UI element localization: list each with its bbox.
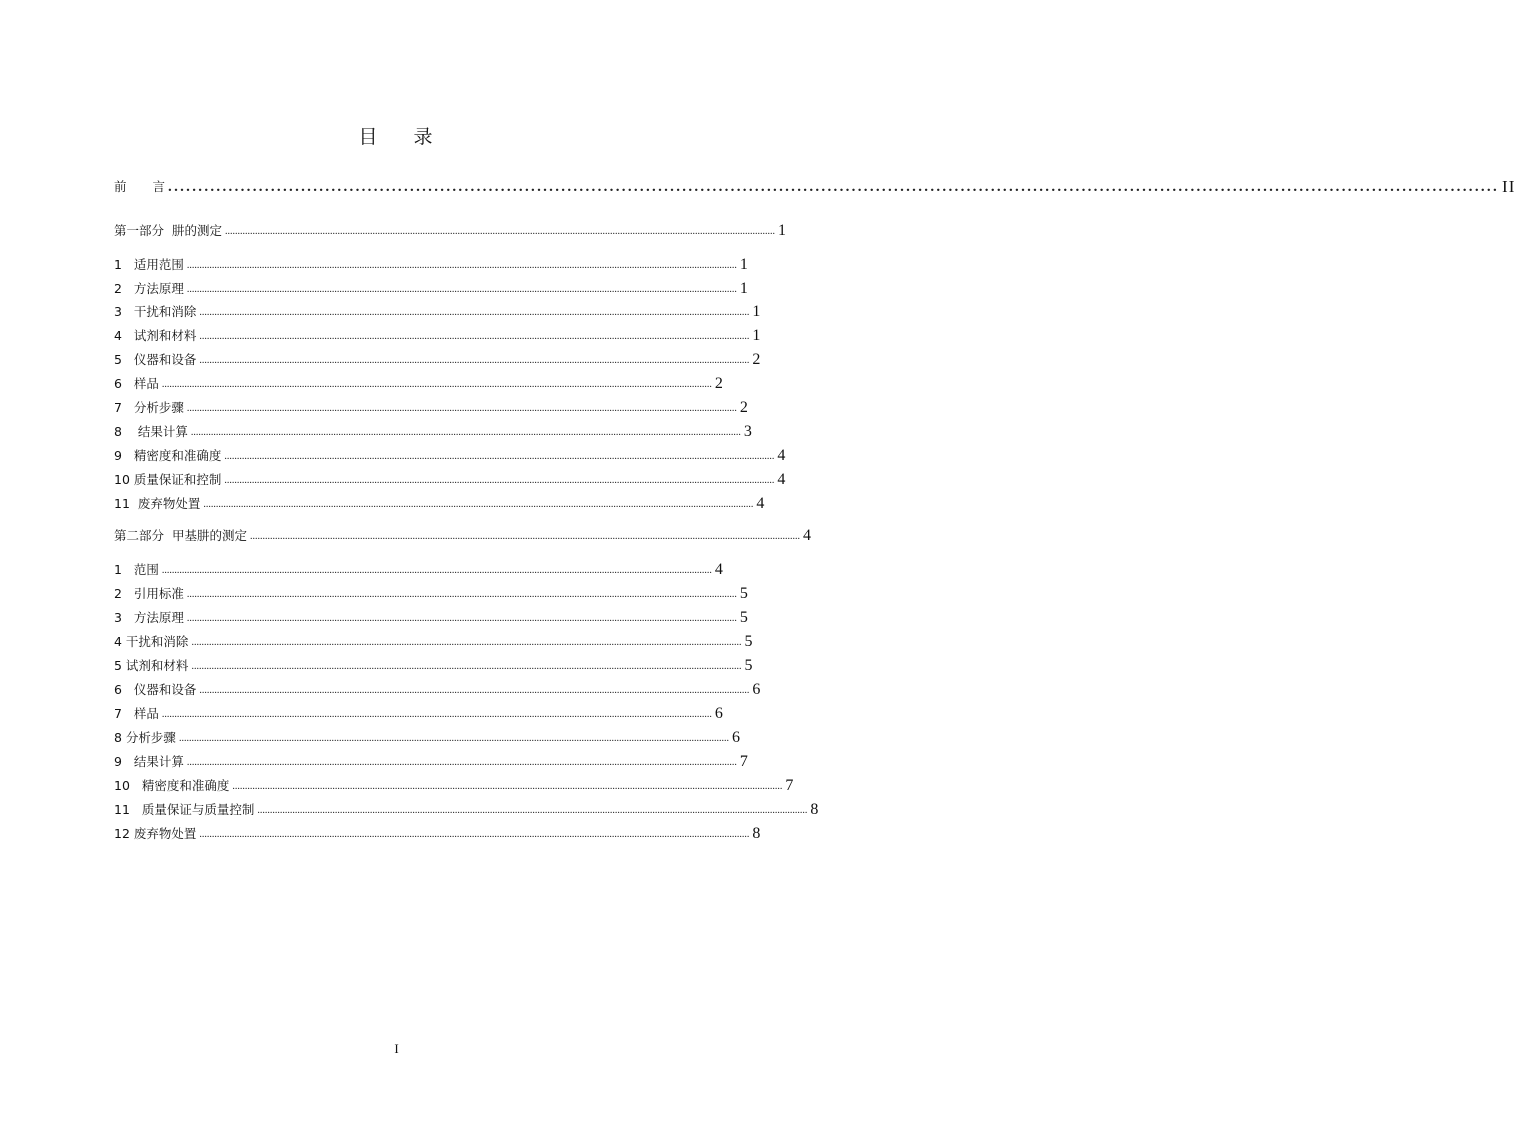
toc-leader-dots: ............................................................................................................................................................................................................................	[203, 499, 754, 510]
toc-entry[interactable]	[114, 325, 761, 345]
toc-leader-dots: ............................................................................................................................................................................................................................	[199, 331, 750, 342]
toc-leader-dots: ............................................................................................................................................................................................................................	[249, 531, 800, 542]
toc-entry-page: 8	[752, 825, 761, 842]
toc-entry-label: 6 样品	[114, 376, 159, 391]
toc-entry-page: 7	[785, 777, 794, 794]
toc-entry-page: II	[1502, 177, 1515, 196]
toc-entry-label: 8 结果计算	[114, 424, 188, 439]
toc-leader-dots: ............................................................................................................................................................................................................................	[232, 781, 783, 792]
toc-entry-page: 4	[714, 561, 723, 578]
toc-leader-dots: ............................................................................................................................................................................................................................	[178, 733, 729, 744]
toc-entry[interactable]	[114, 469, 786, 489]
toc-entry[interactable]	[114, 583, 748, 603]
toc-entry-page: 4	[777, 471, 786, 488]
toc-entry[interactable]	[114, 559, 723, 579]
toc-entry-label: 4 试剂和材料	[114, 328, 197, 343]
toc-leader-dots: ............................................................................................................................................................................................................................	[224, 475, 775, 486]
toc-entry[interactable]	[114, 703, 723, 723]
toc-entry-label	[114, 178, 165, 196]
toc-entry[interactable]	[114, 823, 761, 843]
toc-leader-dots: ............................................................................................................................................................................................................................	[168, 179, 1500, 195]
toc-entry-page: 7	[739, 753, 748, 770]
toc-entry[interactable]	[114, 445, 786, 465]
toc-entry[interactable]	[114, 373, 723, 393]
toc-entry-label: 2 引用标准	[114, 586, 184, 601]
toc-leader-dots: ............................................................................................................................................................................................................................	[186, 589, 737, 600]
toc-entry-label: 12 废弃物处置	[114, 826, 197, 841]
toc-entry[interactable]	[114, 607, 748, 627]
toc-entry-label: 10 质量保证和控制	[114, 472, 222, 487]
toc-entry-label: 1 范围	[114, 562, 159, 577]
toc-entry-label: 7 样品	[114, 706, 159, 721]
toc-entry-page: 1	[739, 256, 748, 273]
toc-leader-dots: ............................................................................................................................................................................................................................	[186, 260, 737, 271]
preface-char-2: 言	[152, 179, 166, 194]
toc-entry-label: 6 仪器和设备	[114, 682, 197, 697]
toc-entry-label: 5 仪器和设备	[114, 352, 197, 367]
toc-entry-page: 1	[752, 303, 761, 320]
toc-entry[interactable]	[114, 493, 765, 513]
toc-entry-page: 1	[752, 327, 761, 344]
toc-entry[interactable]	[114, 799, 819, 819]
toc-entry-page: 2	[752, 351, 761, 368]
toc-entry[interactable]	[114, 278, 748, 298]
title-char-1: 目	[358, 126, 380, 148]
toc-entry[interactable]	[114, 775, 794, 795]
toc-entry-label: 2 方法原理	[114, 281, 184, 296]
toc-entry-page: 6	[731, 729, 740, 746]
toc-entry[interactable]	[114, 525, 811, 545]
toc-entry-page: 5	[739, 609, 748, 626]
toc-leader-dots: ............................................................................................................................................................................................................................	[224, 226, 775, 237]
toc-entry[interactable]	[114, 254, 748, 274]
toc-entry-label: 4 干扰和消除	[114, 634, 189, 649]
toc-entry[interactable]	[114, 421, 752, 441]
toc-leader-dots: ............................................................................................................................................................................................................................	[257, 805, 808, 816]
toc-entry-label: 5 试剂和材料	[114, 658, 189, 673]
toc-entry-label: 7 分析步骤	[114, 400, 184, 415]
toc-entry-page: 2	[714, 375, 723, 392]
toc-entry-page: 4	[756, 495, 765, 512]
toc-leader-dots: ............................................................................................................................................................................................................................	[199, 685, 750, 696]
toc-leader-dots: ............................................................................................................................................................................................................................	[161, 709, 712, 720]
toc-entry-label: 8 分析步骤	[114, 730, 176, 745]
page-number-footer: I	[394, 1041, 399, 1056]
toc-entry-page: 1	[739, 280, 748, 297]
toc-leader-dots: ............................................................................................................................................................................................................................	[191, 637, 742, 648]
toc-entry[interactable]	[114, 397, 748, 417]
toc-entry[interactable]	[114, 727, 740, 747]
toc-entry-page: 4	[802, 527, 811, 544]
toc-leader-dots: ............................................................................................................................................................................................................................	[199, 307, 750, 318]
toc-entry-page: 6	[752, 681, 761, 698]
toc-leader-dots: ............................................................................................................................................................................................................................	[191, 661, 742, 672]
preface-char-1: 前	[114, 179, 127, 194]
toc-entry-page: 6	[714, 705, 723, 722]
toc-entry-page: 8	[810, 801, 819, 818]
toc-entry[interactable]	[114, 679, 761, 699]
toc-entry[interactable]	[114, 631, 753, 651]
toc-entry-label: 第二部分 甲基肼的测定	[114, 528, 247, 543]
toc-entry-page: 5	[744, 633, 753, 650]
toc-leader-dots: ............................................................................................................................................................................................................................	[190, 427, 741, 438]
toc-leader-dots: ............................................................................................................................................................................................................................	[186, 284, 737, 295]
toc-entry-label: 第一部分 肼的测定	[114, 223, 222, 238]
toc-entry-label: 9 结果计算	[114, 754, 184, 769]
toc-leader-dots: ............................................................................................................................................................................................................................	[161, 565, 712, 576]
toc-entry-page: 5	[744, 657, 753, 674]
toc-leader-dots: ............................................................................................................................................................................................................................	[161, 379, 712, 390]
title-char-2: 录	[413, 126, 435, 148]
toc-entry-label: 10 精密度和准确度	[114, 778, 230, 793]
toc-entry-label: 3 方法原理	[114, 610, 184, 625]
toc-entry-page: 2	[739, 399, 748, 416]
toc-entry-preface[interactable]	[114, 176, 1515, 196]
toc-entry[interactable]	[114, 655, 753, 675]
toc-leader-dots: ............................................................................................................................................................................................................................	[224, 451, 775, 462]
toc-entry[interactable]	[114, 301, 761, 321]
toc-entry-label: 3 干扰和消除	[114, 304, 197, 319]
page-title	[0, 122, 793, 149]
toc-entry-page: 3	[743, 423, 752, 440]
toc-leader-dots: ............................................................................................................................................................................................................................	[199, 355, 750, 366]
toc-entry-label: 1 适用范围	[114, 257, 184, 272]
toc-leader-dots: ............................................................................................................................................................................................................................	[186, 757, 737, 768]
toc-entry-page: 1	[777, 222, 786, 239]
toc-entry-page: 5	[739, 585, 748, 602]
toc-entry-page: 4	[777, 447, 786, 464]
toc-entry-label: 9 精密度和准确度	[114, 448, 222, 463]
toc-entry[interactable]	[114, 220, 786, 240]
toc-entry[interactable]	[114, 349, 761, 369]
toc-leader-dots: ............................................................................................................................................................................................................................	[186, 403, 737, 414]
toc-entry-label: 11 质量保证与质量控制	[114, 802, 255, 817]
toc-leader-dots: ............................................................................................................................................................................................................................	[199, 829, 750, 840]
toc-entry-label: 11 废弃物处置	[114, 496, 201, 511]
toc-leader-dots: ............................................................................................................................................................................................................................	[186, 613, 737, 624]
toc-entry[interactable]	[114, 751, 748, 771]
